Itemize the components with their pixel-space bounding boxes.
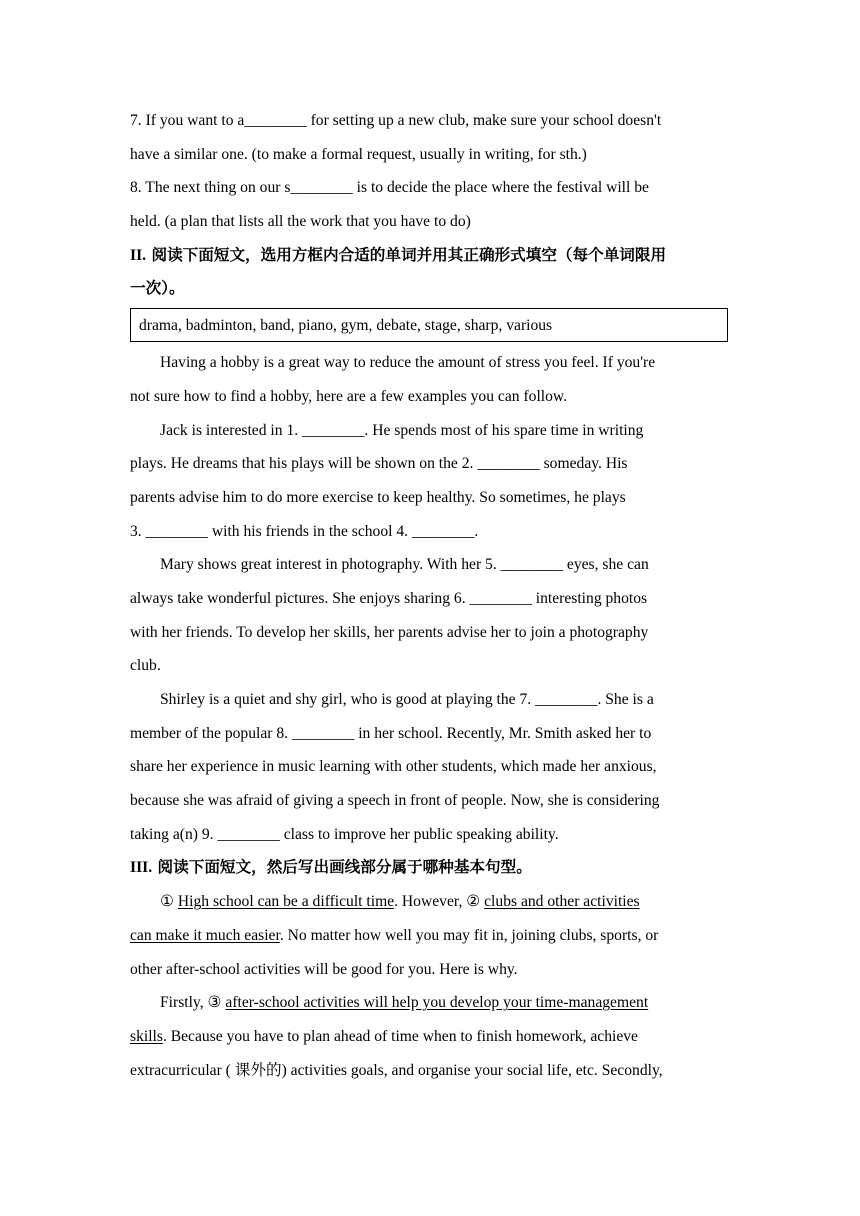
- underlined-sentence-3: after-school activities will help you develop your time-management: [225, 994, 649, 1012]
- question-8-line-2: held. (a plan that lists all the work that you have to do): [130, 213, 471, 231]
- circled-number-1: ①: [160, 893, 174, 911]
- section-2-number: II.: [130, 246, 147, 264]
- passage-line: other after-school activities will be good for you. Here is why.: [130, 960, 518, 978]
- circled-number-2: ②: [466, 893, 481, 911]
- passage-line: because she was afraid of giving a speech in front of people. Now, she is considering: [130, 792, 660, 810]
- passage-line: Mary shows great interest in photography. With her 5. ________ eyes, she can: [160, 556, 649, 574]
- passage-line: [130, 986, 728, 1020]
- passage-line: [130, 919, 728, 953]
- passage-line: not sure how to find a hobby, here are a few examples you can follow.: [130, 387, 568, 405]
- passage-text: . Because you have to plan ahead of time when to finish homework, achieve: [162, 1027, 638, 1045]
- question-8-line-1: 8. The next thing on our s________ is to decide the place where the festival will be: [130, 179, 649, 197]
- underlined-sentence-1: High school can be a difficult time: [177, 893, 395, 911]
- question-7-line-2: have a similar one. (to make a formal request, usually in writing, for sth.): [130, 145, 587, 163]
- underlined-sentence-2: clubs and other activities: [484, 893, 640, 911]
- passage-line: 3. ________ with his friends in the school 4. ________.: [130, 522, 479, 540]
- section-3-instruction: 阅读下面短文，然后写出画线部分属于哪种基本句型。: [152, 858, 532, 877]
- passage-line: share her experience in music learning with other students, which made her anxious,: [130, 758, 657, 776]
- passage-text: . No matter how well you may fit in, joining clubs, sports, or: [279, 926, 659, 944]
- passage-line: [130, 1020, 728, 1054]
- underlined-sentence-2-cont: can make it much easier: [130, 926, 280, 944]
- passage-line: Shirley is a quiet and shy girl, who is good at playing the 7. ________. She is a: [160, 691, 654, 708]
- passage-text: Firstly,: [160, 994, 208, 1012]
- section-2-instruction: 阅读下面短文，选用方框内合适的单词并用其正确形式填空（每个单词限用: [146, 245, 667, 264]
- section-2-heading-line-2: 一次）。: [130, 279, 185, 298]
- word-box: drama, badminton, band, piano, gym, debate, stage, sharp, various: [130, 308, 728, 342]
- passage-line: plays. He dreams that his plays will be shown on the 2. ________ someday. His: [130, 455, 628, 473]
- document-page: [130, 104, 728, 1087]
- passage-line: [130, 885, 728, 919]
- passage-line: [130, 1054, 728, 1088]
- passage-line: taking a(n) 9. ________ class to improve her public speaking ability.: [130, 825, 559, 843]
- passage-line: Having a hobby is a great way to reduce the amount of stress you feel. If you're: [160, 354, 656, 372]
- section-2-heading-line-1: [130, 239, 728, 273]
- question-7-line-1: 7. If you want to a________ for setting up a new club, make sure your school doesn't: [130, 112, 662, 129]
- passage-line: parents advise him to do more exercise to keep healthy. So sometimes, he plays: [130, 488, 626, 506]
- section-3-heading: [130, 851, 728, 885]
- passage-text: extracurricular (: [130, 1061, 235, 1079]
- circled-number-3: ③: [207, 994, 222, 1012]
- passage-line: Jack is interested in 1. ________. He spends most of his spare time in writing: [160, 421, 644, 439]
- chinese-gloss: 课外的: [234, 1060, 282, 1079]
- passage-line: club.: [130, 657, 161, 675]
- section-3-number: III.: [130, 859, 153, 877]
- passage-text: ) activities goals, and organise your social life, etc. Secondly,: [281, 1061, 663, 1079]
- underlined-sentence-3-cont: skills: [130, 1027, 163, 1045]
- passage-line: always take wonderful pictures. She enjoys sharing 6. ________ interesting photos: [130, 589, 648, 607]
- passage-line: with her friends. To develop her skills, her parents advise her to join a photography: [130, 623, 649, 641]
- passage-line: member of the popular 8. ________ in her school. Recently, Mr. Smith asked her to: [130, 724, 652, 742]
- passage-text: . However,: [394, 893, 467, 911]
